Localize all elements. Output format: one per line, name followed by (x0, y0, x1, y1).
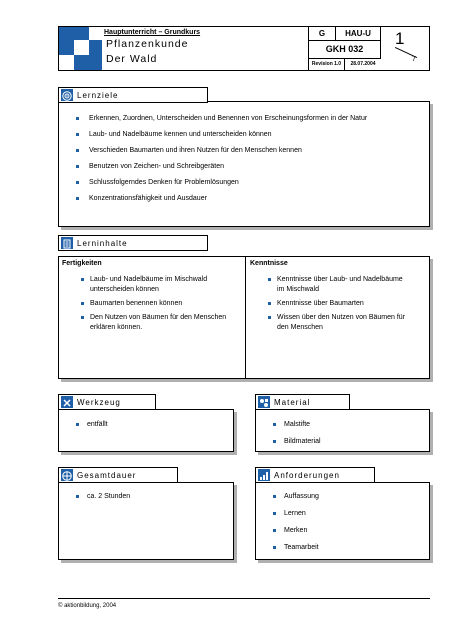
anforderungen-list (256, 492, 429, 553)
footer-divider (58, 598, 430, 599)
section-title: Werkzeug (77, 398, 121, 407)
werkzeug-list (59, 420, 233, 430)
list-item: Wissen über den Nutzen von Bäumen für den Menschen (246, 313, 411, 333)
lernziele-box (58, 101, 430, 227)
gesamtdauer-list (59, 492, 233, 502)
list-item: Laub- und Nadelbäume kennen und unterscheiden können (59, 130, 421, 140)
date-cell: 28.07.2004 (350, 61, 376, 67)
list-item: Kenntnisse über Baumarten (246, 299, 411, 309)
document-icon (61, 237, 73, 249)
list-item: Teamarbeit (256, 543, 429, 553)
list-item: Benutzen von Zeichen- und Schreibgeräten (59, 162, 421, 172)
gesamtdauer-box (58, 482, 234, 560)
material-box (255, 409, 430, 452)
gesamtdauer-label (58, 467, 178, 483)
tools-icon (61, 396, 73, 408)
doc-id-cell: GKH 032 (309, 41, 381, 59)
subject-title: Pflanzenkunde (106, 38, 189, 50)
copyright-text: © aktionbildung, 2004 (58, 603, 117, 609)
lerninhalte-box (58, 256, 430, 379)
list-item: entfällt (59, 420, 233, 430)
document-header (58, 26, 430, 71)
list-item: Auffassung (256, 492, 429, 502)
list-item: Schlussfolgerndes Denken für Problemlösungen (59, 178, 421, 188)
lernziele-label (58, 87, 208, 103)
page-number: 1 (395, 29, 405, 48)
kenntnisse-list (246, 275, 411, 337)
bar-chart-icon (258, 469, 270, 481)
list-item: Baumarten benennen können (59, 299, 239, 309)
lerninhalte-label (58, 235, 208, 251)
werkzeug-box (58, 409, 234, 452)
list-item: Kenntnisse über Laub- und Nadelbäume im Mischwald (246, 275, 411, 295)
list-item: Malstifte (256, 420, 429, 430)
list-item: ca. 2 Stunden (59, 492, 233, 502)
list-item: Laub- und Nadelbäume im Mischwald unterscheiden können (59, 275, 239, 295)
section-title: Lernziele (77, 91, 119, 100)
anforderungen-label (255, 467, 375, 483)
list-item: Konzentrationsfähigkeit und Ausdauer (59, 194, 421, 204)
list-item: Erkennen, Zuordnen, Unterscheiden und Benennen von Erscheinungsformen in der Natur (59, 114, 421, 124)
section-title: Gesamtdauer (77, 471, 137, 480)
page-total: 7 (412, 56, 416, 63)
kenntnisse-heading: Kenntnisse (250, 260, 288, 267)
section-title: Anforderungen (274, 471, 340, 480)
code-cell: HAU-U (336, 27, 381, 41)
revision-cell: Revision 1.0 (309, 59, 345, 70)
globe-icon (61, 469, 73, 481)
level-cell: G (309, 27, 336, 41)
page-number-cell (381, 27, 430, 70)
werkzeug-label (58, 394, 156, 410)
lernziele-list (59, 114, 429, 204)
material-label (255, 394, 350, 410)
list-item: Bildmaterial (256, 437, 429, 447)
list-item: Lernen (256, 509, 429, 519)
fertigkeiten-list (59, 275, 239, 337)
anforderungen-box (255, 482, 430, 560)
target-icon (61, 89, 73, 101)
list-item: Merken (256, 526, 429, 536)
header-title-cell (59, 27, 309, 70)
fertigkeiten-heading: Fertigkeiten (62, 260, 102, 267)
material-icon (258, 396, 270, 408)
list-item: Den Nutzen von Bäumen für den Menschen erklären können. (59, 313, 239, 333)
material-list (256, 420, 429, 447)
section-title: Material (274, 398, 311, 407)
course-subtitle: Hauptunterricht – Grundkurs (104, 29, 201, 36)
aktionbildung-logo (59, 27, 102, 70)
topic-title: Der Wald (106, 53, 158, 65)
section-title: Lerninhalte (77, 239, 128, 248)
list-item: Verschieden Baumarten und ihren Nutzen für den Menschen kennen (59, 146, 421, 156)
